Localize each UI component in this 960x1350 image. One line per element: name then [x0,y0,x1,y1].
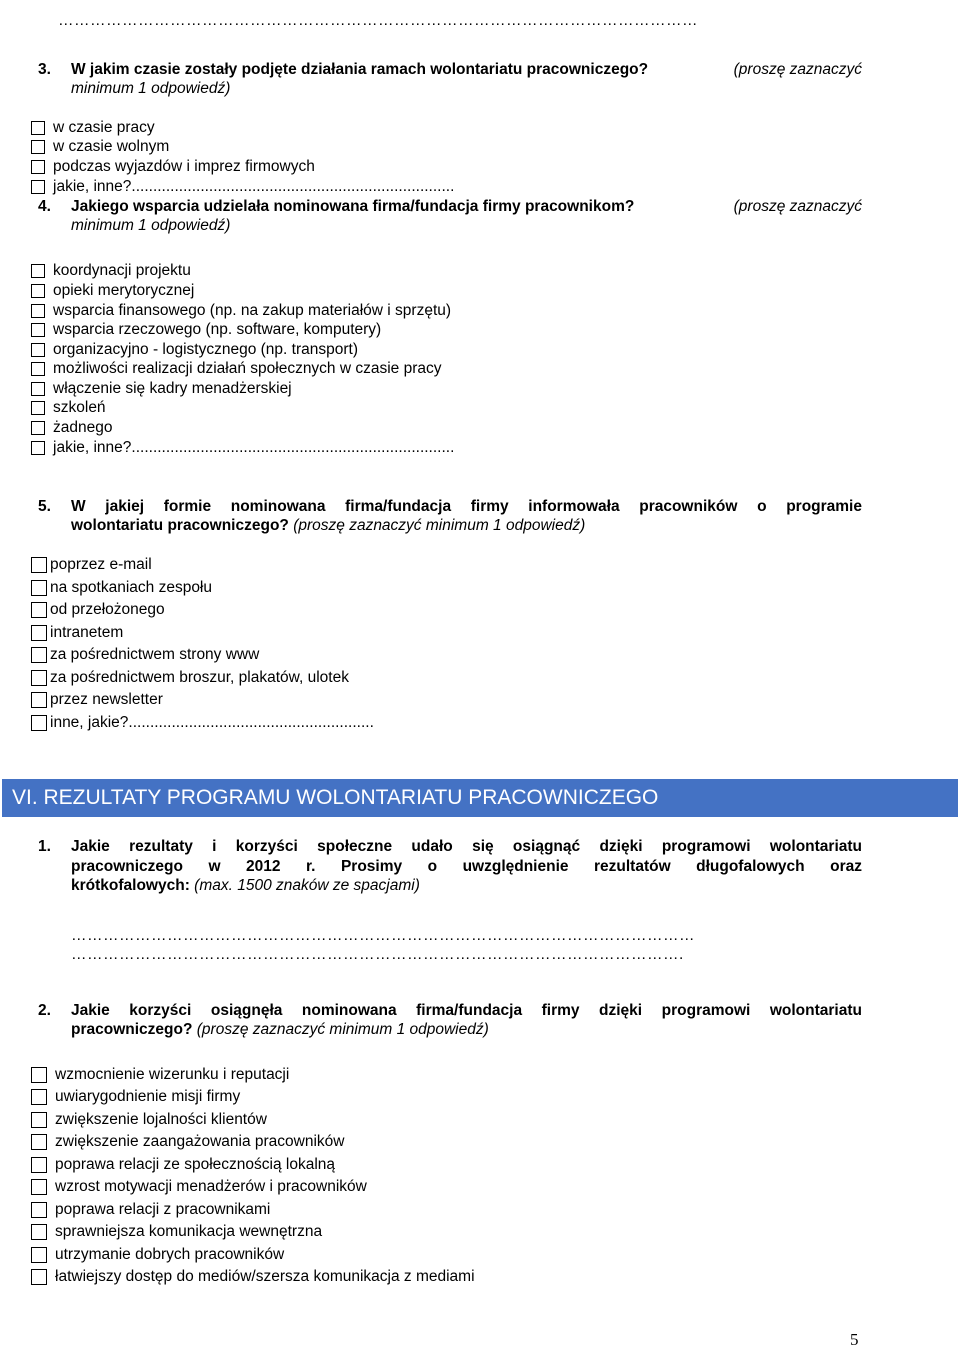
r1-answer-line[interactable]: ……………………………………………………………………………………………………. [71,946,684,963]
checkbox[interactable] [31,715,47,731]
option-label: jakie, inne?........................................................................... [53,178,455,195]
q4-option[interactable] [31,281,194,301]
q5-option[interactable] [31,623,123,643]
checkbox[interactable] [31,1157,47,1173]
r2-option[interactable] [31,1132,345,1152]
q3-option[interactable] [31,157,315,177]
option-label: poprzez e-mail [50,556,152,573]
r2-number: 2. [38,1002,51,1019]
checkbox[interactable] [31,362,45,376]
checkbox[interactable] [31,1134,47,1150]
q5-option[interactable] [31,668,349,688]
checkbox[interactable] [31,557,47,573]
top-dotted-line: ………………………………………………………………………………………………………… [58,12,698,29]
q4-option[interactable] [31,379,292,399]
option-label: przez newsletter [50,691,163,708]
checkbox[interactable] [31,1089,47,1105]
q4-hint-b: minimum 1 odpowiedź) [71,217,231,234]
r1-number: 1. [38,838,51,855]
q3-option[interactable] [31,118,155,138]
checkbox[interactable] [31,625,47,641]
option-label: w czasie pracy [53,119,155,136]
checkbox[interactable] [31,421,45,435]
q4-question-line1 [71,198,862,216]
r2-question-line2 [71,1021,489,1039]
q4-option[interactable] [31,438,454,458]
section-title: VI. REZULTATY PROGRAMU WOLONTARIATU PRACOWNICZEGO [12,786,659,809]
option-label: opieki merytorycznej [53,282,195,299]
checkbox[interactable] [31,180,45,194]
q4-option[interactable] [31,261,191,281]
q4-option[interactable] [31,418,112,438]
q5-option[interactable] [31,645,259,665]
q5-option[interactable] [31,555,152,575]
q5-title-end: wolontariatu pracowniczego? [71,517,289,534]
option-label: zwiększenie lojalności klientów [55,1111,267,1128]
option-label: uwiarygodnienie misji firmy [55,1088,241,1105]
q4-title: Jakiego wsparcia udzielała nominowana firma/fundacja firmy pracownikom? [71,198,635,215]
option-label: organizacyjno - logistycznego (np. transport) [53,341,358,358]
option-label: jakie, inne?........................................................................... [53,439,455,456]
r1-question-line1: Jakie rezultaty i korzyści społeczne udało się osiągnąć dzięki programowi wolontariatu [71,838,862,855]
option-label: wsparcia finansowego (np. na zakup materiałów i sprzętu) [53,302,452,319]
q4-number: 4. [38,198,51,215]
checkbox[interactable] [31,580,47,596]
checkbox[interactable] [31,160,45,174]
r1-hint: (max. 1500 znaków ze spacjami) [194,877,420,894]
r2-option[interactable] [31,1267,475,1287]
checkbox[interactable] [31,121,45,135]
checkbox[interactable] [31,1247,47,1263]
checkbox[interactable] [31,692,47,708]
checkbox[interactable] [31,1067,47,1083]
option-label: od przełożonego [50,601,165,618]
r2-option[interactable] [31,1222,322,1242]
r2-option[interactable] [31,1177,367,1197]
checkbox[interactable] [31,140,45,154]
r1-title-end: krótkofalowych: [71,877,190,894]
q5-option[interactable] [31,713,374,733]
r2-title-end: pracowniczego? [71,1021,193,1038]
option-label: wzrost motywacji menadżerów i pracowników [55,1178,367,1195]
checkbox[interactable] [31,1179,47,1195]
checkbox[interactable] [31,382,45,396]
option-label: za pośrednictwem broszur, plakatów, ulotek [50,669,349,686]
q4-hint-a: (proszę zaznaczyć [733,198,862,215]
q5-question-line2 [71,517,585,535]
checkbox[interactable] [31,284,45,298]
r2-option[interactable] [31,1110,267,1130]
page-number: 5 [850,1330,859,1349]
option-label: inne, jakie?......................................................... [50,714,374,731]
option-label: utrzymanie dobrych pracowników [55,1246,285,1263]
checkbox[interactable] [31,264,45,278]
q5-question-line1: W jakiej formie nominowana firma/fundacja firmy informowała pracowników o programie [71,498,862,515]
q3-hint-b: minimum 1 odpowiedź) [71,80,231,97]
checkbox[interactable] [31,304,45,318]
q5-hint: (proszę zaznaczyć minimum 1 odpowiedź) [293,517,586,534]
checkbox[interactable] [31,1269,47,1285]
option-label: w czasie wolnym [53,138,170,155]
option-label: łatwiejszy dostęp do mediów/szersza komunikacja z mediami [55,1268,475,1285]
r1-answer-line[interactable]: ……………………………………………………………………………………………………… [71,927,695,944]
option-label: za pośrednictwem strony www [50,646,260,663]
q5-option[interactable] [31,600,165,620]
q3-hint-a: (proszę zaznaczyć [733,61,862,78]
r2-option[interactable] [31,1200,270,1220]
r2-question-line1: Jakie korzyści osiągnęła nominowana firma/fundacja firmy dzięki programowi wolontariatu [71,1002,862,1019]
option-label: włączenie się kadry menadżerskiej [53,380,292,397]
r1-question-line3 [71,877,420,895]
q4-option[interactable] [31,359,442,379]
option-label: zwiększenie zaangażowania pracowników [55,1133,345,1150]
q4-option[interactable] [31,320,381,340]
checkbox[interactable] [31,441,45,455]
option-label: wzmocnienie wizerunku i reputacji [55,1066,290,1083]
q4-option[interactable] [31,301,451,321]
option-label: żadnego [53,419,113,436]
checkbox[interactable] [31,1202,47,1218]
q5-option[interactable] [31,690,163,710]
r2-option[interactable] [31,1087,240,1107]
option-label: poprawa relacji z pracownikami [55,1201,271,1218]
option-label: poprawa relacji ze społecznością lokalną [55,1156,336,1173]
option-label: szkoleń [53,399,106,416]
checkbox[interactable] [31,670,47,686]
option-label: podczas wyjazdów i imprez firmowych [53,158,315,175]
q3-number: 3. [38,61,51,78]
r2-option[interactable] [31,1155,335,1175]
option-label: na spotkaniach zespołu [50,579,213,596]
checkbox[interactable] [31,1112,47,1128]
r2-option[interactable] [31,1245,284,1265]
option-label: koordynacji projektu [53,262,191,279]
checkbox[interactable] [31,647,47,663]
q3-option[interactable] [31,177,454,197]
checkbox[interactable] [31,1224,47,1240]
r1-question-line2: pracowniczego w 2012 r. Prosimy o uwzględnienie rezultatów długofalowych oraz [71,858,862,875]
checkbox[interactable] [31,401,45,415]
option-label: wsparcia rzeczowego (np. software, komputery) [53,321,382,338]
option-label: możliwości realizacji działań społecznych w czasie pracy [53,360,442,377]
q5-option[interactable] [31,578,212,598]
option-label: sprawniejsza komunikacja wewnętrzna [55,1223,323,1240]
checkbox[interactable] [31,323,45,337]
checkbox[interactable] [31,602,47,618]
checkbox[interactable] [31,343,45,357]
r2-option[interactable] [31,1065,289,1085]
q3-title: W jakim czasie zostały podjęte działania ramach wolontariatu pracowniczego? [71,61,649,78]
option-label: intranetem [50,624,124,641]
q3-question-line1 [71,61,862,79]
q5-number: 5. [38,498,51,515]
q4-option[interactable] [31,340,358,360]
q3-option[interactable] [31,137,169,157]
r2-hint: (proszę zaznaczyć minimum 1 odpowiedź) [196,1021,489,1038]
q4-option[interactable] [31,398,106,418]
